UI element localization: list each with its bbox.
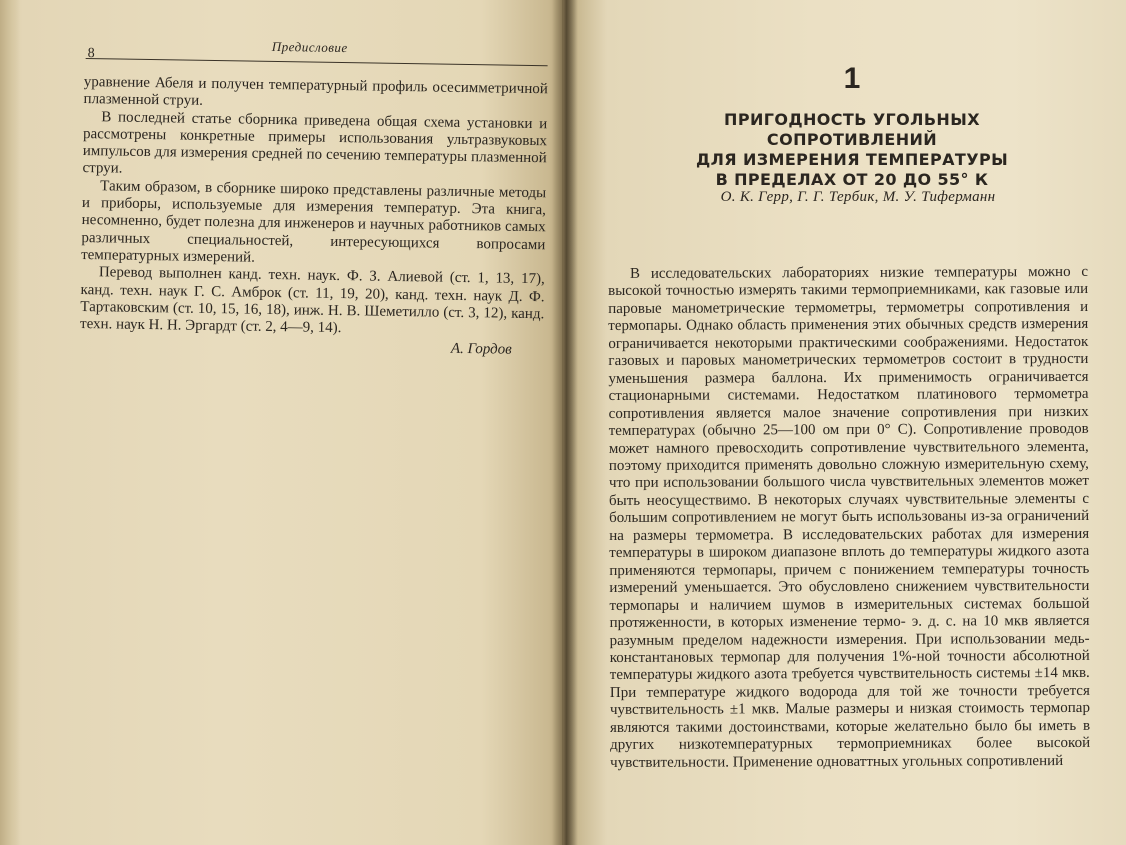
paragraph: В последней статье сборника приведена общая схема установки и рассмотрены конкретные примеры использования ультразвуковых импульсов для измерения средней по сечению температуры плазменной струи. — [82, 108, 548, 178]
chapter-title-line: ДЛЯ ИЗМЕРЕНИЯ ТЕМПЕРАТУРЫ — [695, 150, 1009, 169]
chapter-title — [642, 110, 1062, 190]
chapter-number: 1 — [843, 62, 861, 95]
chapter-body — [608, 264, 1090, 772]
authors: О. К. Герр, Г. Г. Тербик, М. У. Тиферманн — [720, 189, 996, 205]
signature: А. Гордов — [450, 341, 512, 359]
paragraph: Перевод выполнен канд. техн. наук. Ф. З. Алиевой (ст. 1, 13, 17), канд. техн. наук Г. С. Амброк (ст. 11, 19, 20), канд. техн. наук Д. Ф. Тартаковским (ст. 10, 15, 16, 18), инж. Н. В. Шеметилло (ст. 3, 12), канд. техн. наук Н. Н. Эргардт (ст. 2, 4—9, 14). — [79, 264, 545, 337]
paragraph: Таким образом, в сборнике широко представлены различные методы и приборы, используемые для измерения температур. Эта книга, несомненно, будет полезна для инженеров и научных работников самых различных специальностей, интересующихся вопросами температурных измерений. — [81, 178, 547, 266]
page-number: 8 — [87, 46, 95, 62]
running-head — [86, 36, 548, 66]
book-gutter — [552, 0, 578, 845]
paragraph: уравнение Абеля и получен температурный профиль осесимметричной плазменной струи. — [83, 74, 548, 110]
preface-text — [80, 74, 548, 360]
chapter-title-line: ПРИГОДНОСТЬ УГОЛЬНЫХ СОПРОТИВЛЕНИЙ — [724, 110, 980, 149]
paragraph: В исследовательских лабораториях низкие температуры можно с высокой точностью измерять такими термоприемниками, как газовые или паровые манометрические термометры, термометры сопротивления и термопары. Однако область применения этих обычных средств измерения ограничивается некоторыми практическими соображениями. Недостаток газовых и паровых манометрических термометров состоит в трудности уменьшения размера баллона. Их применимость ограничивается стационарными системами. Недостатком платинового термометра сопротивления является малое значение сопротивления при низких температурах (обычно 25—100 ом при 0° С). Сопротивление проводов может намного превосходить сопротивление чувствительного элемента, поэтому приходится применять довольно сложную измерительную схему, что при использовании большого числа чувствительных элементов может быть неосуществимо. В некоторых случаях чувствительные элементы с большим сопротивлением не могут быть использованы из-за ограничений на размеры термометра. В исследовательских работах для измерения температуры в широком диапазоне вплоть до температуры жидкого азота применяются термопары, причем с понижением температуры точность измерений уменьшается. Это обусловлено снижением чувствительности термопары и наличием шумов в измерительных системах большой протяженности, в которых изменение термо- э. д. с. на 10 мкв является разумным пределом надежности измерения. При использовании медь-константановых термопар для получения 1%-ной точности абсолютной температуры жидкого азота требуется чувствительность системы ±14 мкв. При температуре жидкого водорода для той же точности требуется чувствительность ±1 мкв. Малые размеры и низкая стоимость термопар являются такими достоинствами, которые желательно было бы иметь в других низкотемпературных термоприемниках более высокой чувствительности. Применение одноваттных угольных сопротивлений — [608, 263, 1091, 771]
section-title: Предисловие — [271, 38, 348, 56]
chapter-title-line: В ПРЕДЕЛАХ ОТ 20 ДО 55° К — [715, 170, 989, 189]
page-edge — [0, 0, 20, 845]
right-page — [562, 0, 1126, 845]
